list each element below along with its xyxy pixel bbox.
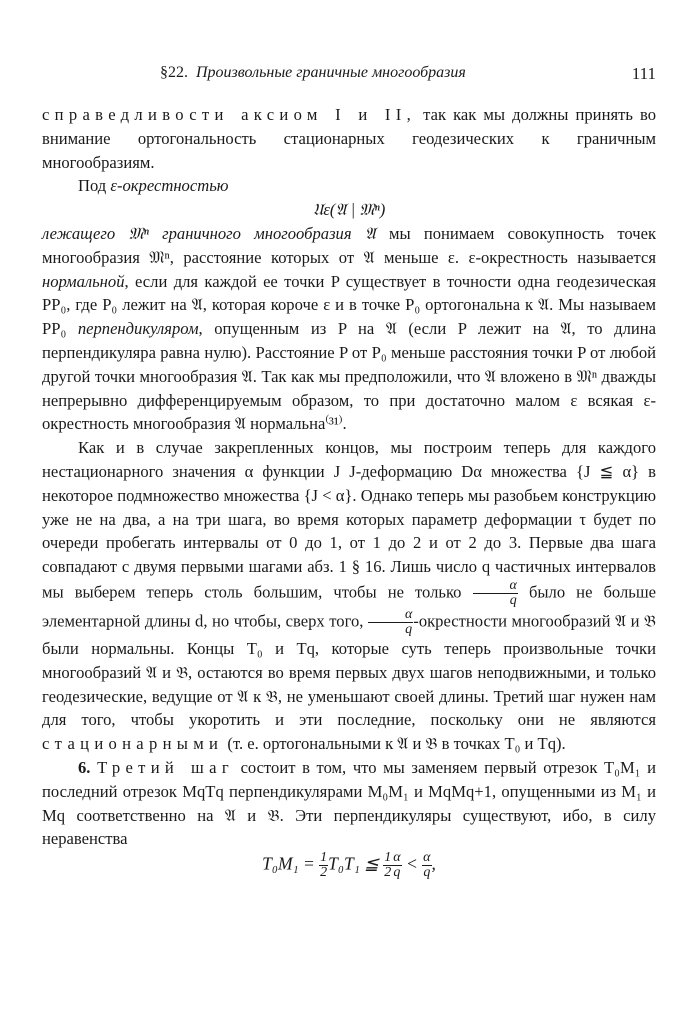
main-text	[42, 103, 656, 880]
paragraph-1: справедливости аксиом I и II, так как мы должны принять во внимание ортогональность стационарных геодезических к граничным многообразиям.	[42, 105, 656, 172]
spaced-emphasis: справедливости аксиом I и II,	[42, 105, 417, 124]
paragraph-4: Как и в случае закрепленных концов, мы построим теперь для каждого нестационарного значения α функции J J-деформацию Dα множества {J ≦ α} в некоторое подмножество множества {J < α}. Однако теперь мы разобьем конструкцию уже не на два, а на три шага, во время которых параметр деформации τ будет по очереди пробегать интервалы от 0 до 1, от 1 до 2 и от 2 до 3. Первые два шага совпадают с двумя первыми шагами абз. 1 § 16. Лишь число q частичных интервалов мы выберем теперь столь большим, чтобы не только $\frac{\alpha}{q}$ было не больше элементарной длины d, но чтобы, сверх того, $\frac{\alpha}{q}$ -окрестности многообразий 𝔄 и 𝔅 были нормальны. Концы T₀ и Tq, которые суть теперь произвольные точки многообразий 𝔄 и 𝔅, остаются во время первых двух шагов неподвижными, и только геодезические, ведущие от 𝔄 к 𝔅, не уменьшают своей длины. Третий шаг нужен нам для того, чтобы укоротить и эти последние, поскольку они не являются стационарными (т. е. ортогональными к 𝔄 и 𝔅 в точках T₀ и Tq).	[42, 438, 656, 754]
section-number: §22.	[160, 64, 188, 81]
fraction-alpha-over-q: $\frac{\alpha}{q}$	[423, 850, 431, 881]
formula-inequality: T₀M₁ = $\frac{1}{2}$ T₀T₁ ≦ $\frac{1}{2}$ $\frac{\alpha}{q}$ < $\frac{\alpha}{q}$ ,	[262, 850, 436, 881]
term-epsilon-neighborhood: ε-окрестностью	[110, 176, 229, 196]
paragraph-3: лежащего 𝔐ⁿ граничного многообразия 𝔄 мы понимаем совокупность точек многообразия 𝔐ⁿ, расстояние которых от 𝔄 меньше ε. ε-окрестность называется нормальной, если для каждой ее точки P существует в точности одна геодезическая PP₀, где P₀ лежит на 𝔄, которая короче ε и в точке P₀ ортогональна к 𝔄. Мы называем PP₀ перпендикуляром, опущенным из P на 𝔄 (если P лежит на 𝔄, то длина перпендикуляра равна нулю). Расстояние P от P₀ меньше расстояния точки P от любой другой точки многообразия 𝔄. Так как мы предположили, что 𝔄 вложено в 𝔐ⁿ дважды непрерывно дифференцируемым образом, то при достаточно малом ε всякая ε-окрестность многообразия 𝔄 нормальна⁽³¹⁾.	[42, 223, 657, 434]
formula-neighborhood: 𝔘ε(𝔄 | 𝔐ⁿ)	[312, 200, 386, 220]
fraction-one-half: $\frac{1}{2}$	[384, 850, 392, 881]
paragraph-2: Под ε-окрестностью	[78, 176, 229, 196]
fraction-alpha-over-q: $\frac{\alpha}{q}$	[368, 608, 413, 637]
paragraph-5: 6. Третий шаг состоит в том, что мы заменяем первый отрезок T₀M₁ и последний отрезок MqTq перпендикулярами M₀M₁ и MqMq+1, опущенными из M₁ и Mq соответственно на 𝔄 и 𝔅. Эти перпендикуляры существуют, ибо, в силу неравенства	[42, 757, 656, 849]
running-head	[0, 64, 700, 86]
fraction-alpha-over-q: $\frac{\alpha}{q}$	[473, 579, 518, 608]
section-title: Произвольные граничные многообразия	[196, 64, 466, 81]
spaced-emphasis: стационарными	[42, 734, 224, 754]
running-title	[160, 64, 466, 82]
fraction-one-half: $\frac{1}{2}$	[320, 850, 328, 881]
page-number: 111	[631, 64, 656, 83]
term-perpendicular: перпендикуляром	[77, 319, 199, 339]
term-normal: нормальной	[42, 271, 125, 291]
fraction-alpha-over-q: $\frac{\alpha}{q}$	[393, 850, 401, 881]
spaced-emphasis: Третий шаг	[97, 757, 234, 777]
item-number: 6.	[78, 757, 91, 777]
